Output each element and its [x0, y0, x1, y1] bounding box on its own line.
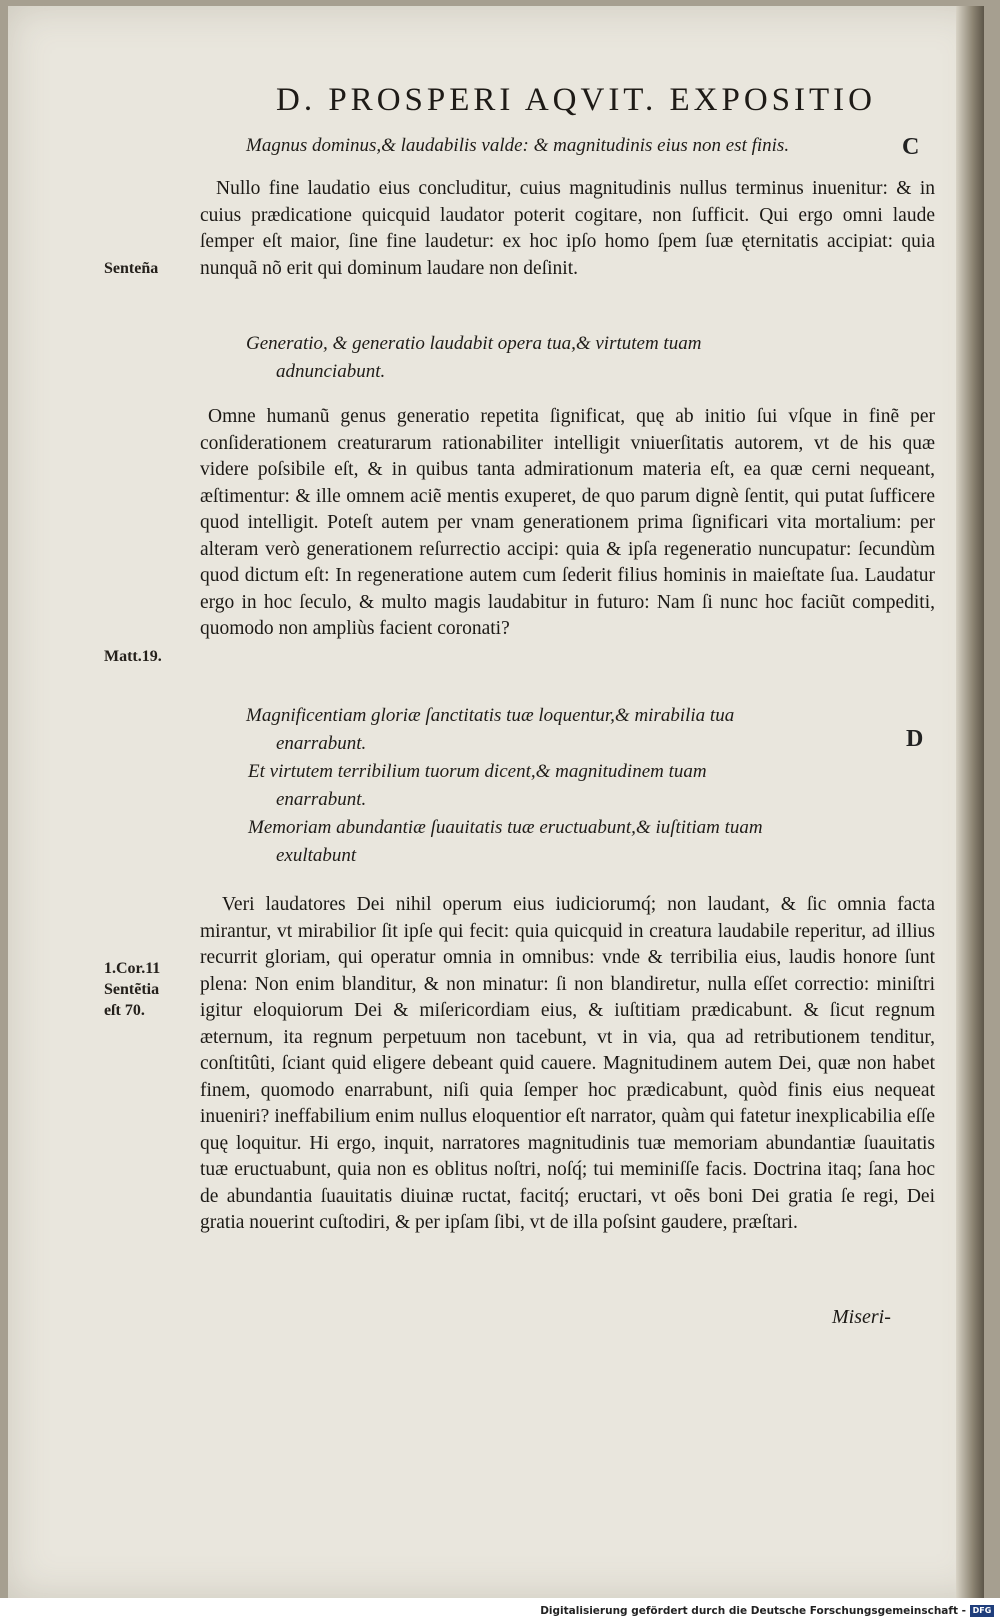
verse-1: Magnus dominus,& laudabilis valde: & magnitudinis eius non est finis. [246, 135, 790, 156]
commentary-paragraph-2-text: Omne humanũ genus generatio repetita ſignificat, quę ab initio ſui vſque in finẽ per conſiderationem creaturarum rationabiliter intelligit vniuerſitatis autorem, vt de his quæ videre poſsibile eſt, & in quibus tanta admirationum materia eſt, ea quæ cerni nequeant, æſtimentur: & ille omnem aciẽ mentis exuperet, de quo parum dignè ſentit, qui putat ſufficere quod intelligit. Poteſt autem per vnam generationem prima ſignificari vita mortalium: per alteram verò generationem reſurrectio accipi: quia & ipſa regeneratio nuncupatur: ſecundùm quod dictum eſt: In regeneratione autem cum ſederit filius hominis in maieſtate ſua. Laudatur ergo in hoc ſeculo, & multo magis laudabitur in futuro: Nam ſi nunc hoc faciũt compediti, quomodo non ampliùs facient coronati? [200, 406, 935, 639]
dfg-logo-icon: DFG [970, 1605, 994, 1617]
verse-2-line-2: adnunciabunt. [276, 361, 386, 382]
commentary-paragraph-2 [200, 404, 935, 643]
digitization-footer [0, 1598, 1000, 1624]
verse-3-line-3: Et virtutem terribilium tuorum dicent,& magnitudinem tuam [248, 761, 707, 782]
margin-note-sententia: Senteña [104, 260, 159, 277]
running-head: D. PROSPERI AQVIT. EXPOSITIO [276, 82, 877, 118]
commentary-paragraph-3-text: Veri laudatores Dei nihil operum eius iudiciorumq́; non laudant, & ſic omnia facta mirantur, vt mirabilior ſit ipſe qui fecit: quia quicquid in creatura laudabile reperitur, ad illius recurrit gloriam, qui operatur omnia in omnibus: vnde & terribilia eius, laudis honore ſunt plena: Non enim blanditur, & non minatur: ſi non blandiretur, nulla eſſet correctio: miniſtri igitur eloquiorum Dei & miſericordiam eius, & iuſtitiam prædicabunt. & ſicut regnum æternum, ita regnum perpetuum non tacebunt, vt in via, qua ad retributionem tenditur, conſtitûti, ſciant quid eligere debeant quid cauere. Magnitudinem autem Dei, quæ non habet finem, quomodo enarrabunt, niſi quia ſemper hoc prædicabunt, quòd finis eius nequeat inueniri? ineffabilium enim nullus eloquentior eſt narrator, quàm qui fatetur inexplicabilia eſſe quę loquitur. Hi ergo, inquit, narratores magnitudinis tuæ memoriam abundantiæ ſuauitatis tuæ eructuabunt, quia non es oblitus noſtri, noſq́; tui meminiſſe facis. Doctrina itaq; ſana hoc de abundantia ſuauitatis diuinæ ructat, facitq́; eructari, vt oẽs boni Dei gratia ſe regi, Dei gratia nouerint cuſtodiri, & per ipſam ſibi, vt de illa poſsint gaudere, præſtari. [200, 894, 935, 1233]
section-letter-d: D [906, 726, 924, 752]
section-letter-c: C [902, 134, 920, 160]
commentary-paragraph-1-text: Nullo fine laudatio eius concluditur, cuius magnitudinis nullus terminus inuenitur: & in cuius prædicatione quicquid laudator poterit cogitare, non ſufficit. Qui ergo omni laude ſemper eſt maior, ſine fine laudetur: ex hoc ipſo homo ſpem ſuæ ęternitatis accipiat: quia nunquã nõ erit qui dominum laudare non deſinit. [200, 178, 935, 279]
verse-3-line-2: enarrabunt. [276, 733, 367, 754]
verse-3-line-6: exultabunt [276, 845, 357, 866]
margin-note-sententia-2: Sentẽtia [104, 981, 160, 998]
page-spine-shadow [956, 6, 984, 1598]
margin-note-1-cor-11: 1.Cor.11 [104, 960, 161, 977]
verse-3-line-1: Magnificentiam gloriæ ſanctitatis tuæ loquentur,& mirabilia tua [246, 705, 735, 726]
margin-note-est-70: eſt 70. [104, 1002, 145, 1019]
catchword: Miseri- [832, 1306, 891, 1328]
commentary-paragraph-3 [200, 892, 935, 1237]
verse-3-line-4: enarrabunt. [276, 789, 367, 810]
margin-note-matt-19: Matt.19. [104, 648, 162, 665]
footer-credit-text: Digitalisierung gefördert durch die Deutsche Forschungsgemeinschaft - [540, 1605, 966, 1617]
verse-2-line-1: Generatio, & generatio laudabit opera tua,& virtutem tuam [246, 333, 702, 354]
commentary-paragraph-1 [200, 176, 935, 282]
verse-3-line-5: Memoriam abundantiæ ſuauitatis tuæ eructuabunt,& iuſtitiam tuam [248, 817, 763, 838]
